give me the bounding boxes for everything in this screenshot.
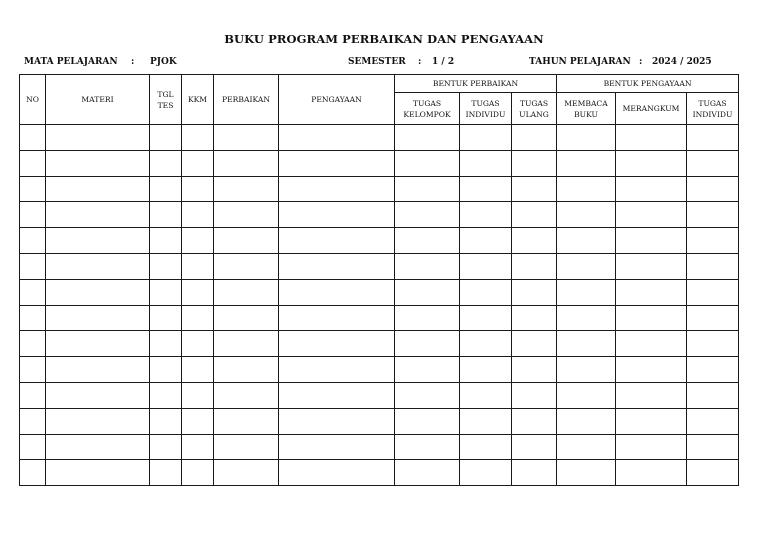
table-cell [46, 176, 150, 202]
table-cell [512, 434, 557, 460]
subject-value: PJOK [150, 57, 177, 67]
table-cell [616, 279, 687, 305]
table-cell [557, 408, 616, 434]
table-row [20, 460, 739, 486]
table-cell [214, 460, 279, 486]
table-cell [46, 382, 150, 408]
table-cell [279, 125, 395, 151]
table-cell [512, 176, 557, 202]
table-cell [557, 357, 616, 383]
table-cell [460, 357, 512, 383]
table-cell [616, 253, 687, 279]
table-cell [20, 253, 46, 279]
table-cell [687, 228, 739, 254]
table-cell [20, 331, 46, 357]
table-cell [557, 228, 616, 254]
table-cell [279, 382, 395, 408]
table-cell [512, 382, 557, 408]
header-tugas-individu-line2: INDIVIDU [465, 109, 506, 119]
header-tugas-kelompok [395, 93, 460, 125]
table-cell [150, 125, 182, 151]
table-cell [182, 382, 214, 408]
table-cell [182, 176, 214, 202]
table-cell [150, 176, 182, 202]
table-cell [687, 279, 739, 305]
header-materi: MATERI [46, 75, 150, 125]
header-tugas-individu [460, 93, 512, 125]
table-cell [20, 125, 46, 151]
table-cell [20, 202, 46, 228]
table-cell [557, 202, 616, 228]
table-cell [616, 408, 687, 434]
table-cell [150, 228, 182, 254]
table-cell [182, 434, 214, 460]
table-cell [512, 202, 557, 228]
year-separator: : [639, 57, 643, 67]
table-cell [150, 382, 182, 408]
table-cell [616, 176, 687, 202]
year-value: 2024 / 2025 [652, 57, 712, 67]
table-cell [46, 305, 150, 331]
table-cell [616, 150, 687, 176]
table-cell [557, 279, 616, 305]
table-cell [512, 408, 557, 434]
table-cell [214, 228, 279, 254]
header-pengayaan: PENGAYAAN [279, 75, 395, 125]
table-cell [687, 202, 739, 228]
table-cell [395, 408, 460, 434]
table-cell [687, 176, 739, 202]
table-cell [279, 331, 395, 357]
table-cell [512, 305, 557, 331]
table-cell [460, 228, 512, 254]
table-row [20, 357, 739, 383]
header-tugas-kelompok-line1: TUGAS [412, 98, 442, 108]
table-cell [20, 460, 46, 486]
header-membaca-buku-line1: MEMBACA [564, 98, 608, 108]
table-cell [214, 150, 279, 176]
table-cell [20, 357, 46, 383]
table-cell [150, 150, 182, 176]
table-row [20, 331, 739, 357]
table-cell [395, 176, 460, 202]
table-cell [616, 357, 687, 383]
table-cell [46, 408, 150, 434]
table-cell [687, 382, 739, 408]
table-cell [214, 357, 279, 383]
table-cell [279, 357, 395, 383]
table-cell [687, 460, 739, 486]
header-tugas-ulang-line1: TUGAS [519, 98, 549, 108]
table-cell [279, 305, 395, 331]
table-cell [687, 408, 739, 434]
table-cell [214, 305, 279, 331]
table-cell [182, 279, 214, 305]
table-cell [150, 460, 182, 486]
table-cell [279, 434, 395, 460]
table-cell [395, 253, 460, 279]
table-cell [395, 305, 460, 331]
table-cell [279, 279, 395, 305]
table-row [20, 202, 739, 228]
table-cell [557, 253, 616, 279]
table-cell [395, 382, 460, 408]
table-row [20, 176, 739, 202]
table-cell [616, 125, 687, 151]
table-cell [460, 279, 512, 305]
semester-separator: : [418, 57, 422, 67]
header-tgl-line2: TES [157, 100, 174, 110]
table-cell [616, 228, 687, 254]
header-tugas-individu-pengayaan-line1: TUGAS [698, 98, 727, 108]
header-membaca-buku [557, 93, 616, 125]
table-cell [512, 150, 557, 176]
table-cell [512, 460, 557, 486]
table-cell [460, 125, 512, 151]
table-cell [395, 279, 460, 305]
header-tugas-individu-pengayaan [687, 93, 739, 125]
table-cell [20, 305, 46, 331]
table-cell [512, 253, 557, 279]
table-cell [460, 382, 512, 408]
table-cell [460, 408, 512, 434]
table-cell [46, 460, 150, 486]
table-cell [182, 150, 214, 176]
table-cell [460, 150, 512, 176]
header-kkm: KKM [182, 75, 214, 125]
table-cell [214, 176, 279, 202]
table-cell [395, 125, 460, 151]
subject-label: MATA PELAJARAN [24, 57, 118, 67]
table-cell [182, 408, 214, 434]
header-tgl-tes [150, 75, 182, 125]
table-row [20, 408, 739, 434]
header-membaca-buku-line2: BUKU [574, 109, 598, 119]
table-cell [46, 150, 150, 176]
header-tugas-ulang [512, 93, 557, 125]
header-tugas-individu-line1: TUGAS [471, 98, 500, 108]
table-cell [687, 150, 739, 176]
table-cell [214, 202, 279, 228]
table-cell [279, 408, 395, 434]
table-cell [395, 357, 460, 383]
table-cell [20, 176, 46, 202]
table-cell [395, 202, 460, 228]
table-cell [214, 125, 279, 151]
table-cell [395, 434, 460, 460]
table-cell [279, 228, 395, 254]
table-cell [616, 434, 687, 460]
header-tugas-ulang-line2: ULANG [519, 109, 549, 119]
table-cell [46, 202, 150, 228]
table-cell [182, 253, 214, 279]
table-cell [214, 279, 279, 305]
table-cell [214, 434, 279, 460]
table-cell [150, 202, 182, 228]
table-cell [460, 434, 512, 460]
table-cell [279, 150, 395, 176]
table-cell [460, 202, 512, 228]
table-cell [46, 357, 150, 383]
table-cell [687, 253, 739, 279]
table-cell [460, 176, 512, 202]
table-row [20, 228, 739, 254]
header-merangkum: MERANGKUM [616, 93, 687, 125]
table-cell [46, 279, 150, 305]
table-cell [460, 331, 512, 357]
table-cell [150, 357, 182, 383]
table-row [20, 150, 739, 176]
table-cell [512, 125, 557, 151]
table-cell [687, 357, 739, 383]
table-cell [150, 408, 182, 434]
year-label: TAHUN PELAJARAN [529, 57, 631, 67]
header-tgl-line1: TGL [157, 89, 174, 99]
table-cell [557, 176, 616, 202]
semester-label: SEMESTER [348, 57, 406, 67]
table-body [20, 125, 739, 486]
table-cell [395, 228, 460, 254]
table-cell [20, 382, 46, 408]
table-cell [182, 460, 214, 486]
table-cell [150, 434, 182, 460]
table-cell [395, 460, 460, 486]
table-cell [214, 331, 279, 357]
table-cell [616, 460, 687, 486]
table-cell [395, 150, 460, 176]
header-bentuk-perbaikan: BENTUK PERBAIKAN [395, 75, 557, 93]
table-cell [214, 408, 279, 434]
table-cell [46, 125, 150, 151]
table-cell [687, 434, 739, 460]
table-cell [279, 202, 395, 228]
table-cell [616, 305, 687, 331]
table-cell [512, 357, 557, 383]
table-cell [557, 150, 616, 176]
table-row [20, 305, 739, 331]
table-cell [460, 460, 512, 486]
header-perbaikan: PERBAIKAN [214, 75, 279, 125]
table-cell [20, 228, 46, 254]
header-tugas-kelompok-line2: KELOMPOK [403, 109, 451, 119]
table-cell [557, 305, 616, 331]
table-cell [182, 228, 214, 254]
table-cell [616, 202, 687, 228]
table-cell [182, 305, 214, 331]
table-row [20, 125, 739, 151]
table-cell [460, 305, 512, 331]
table-cell [46, 434, 150, 460]
table-cell [20, 408, 46, 434]
table-row [20, 279, 739, 305]
table-cell [182, 357, 214, 383]
subject-separator: : [131, 57, 135, 67]
table-cell [20, 279, 46, 305]
table-cell [687, 331, 739, 357]
table-cell [616, 382, 687, 408]
table-cell [46, 331, 150, 357]
table-cell [557, 460, 616, 486]
table-cell [214, 253, 279, 279]
header-tugas-individu-pengayaan-line2: INDIVIDU [692, 109, 733, 119]
table-row [20, 434, 739, 460]
table-cell [512, 331, 557, 357]
table-cell [557, 125, 616, 151]
table-cell [214, 382, 279, 408]
table-cell [557, 331, 616, 357]
table-cell [20, 150, 46, 176]
table-cell [46, 253, 150, 279]
table-cell [687, 125, 739, 151]
table-cell [150, 305, 182, 331]
table-cell [20, 434, 46, 460]
table-cell [557, 434, 616, 460]
table-cell [557, 382, 616, 408]
table-cell [150, 331, 182, 357]
table-cell [46, 228, 150, 254]
table-cell [182, 202, 214, 228]
table-cell [687, 305, 739, 331]
table-cell [182, 125, 214, 151]
header-bentuk-pengayaan: BENTUK PENGAYAAN [557, 75, 739, 93]
table-cell [150, 279, 182, 305]
table-cell [279, 176, 395, 202]
table-cell [182, 331, 214, 357]
table-cell [395, 331, 460, 357]
table-cell [150, 253, 182, 279]
table-cell [512, 279, 557, 305]
semester-value: 1 / 2 [432, 57, 455, 67]
table-cell [279, 460, 395, 486]
program-table [19, 74, 739, 486]
table-row [20, 253, 739, 279]
table-cell [279, 253, 395, 279]
table-cell [616, 331, 687, 357]
table-cell [460, 253, 512, 279]
document-title: BUKU PROGRAM PERBAIKAN DAN PENGAYAAN [224, 32, 544, 46]
header-no: NO [20, 75, 46, 125]
table-row [20, 382, 739, 408]
table-cell [512, 228, 557, 254]
